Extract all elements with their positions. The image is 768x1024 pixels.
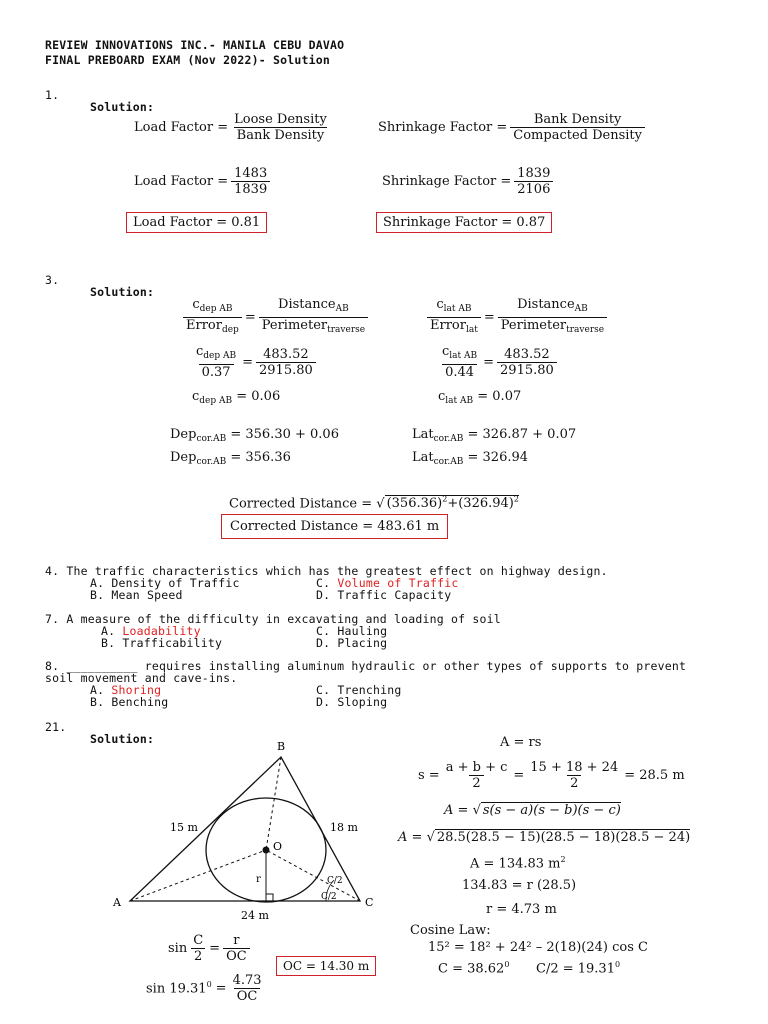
header-line-2: FINAL PREBOARD EXAM (Nov 2022)- Solution bbox=[45, 53, 330, 67]
question-7-option-a: A. Loadability bbox=[101, 624, 201, 638]
half-angle-result: $C/2 = 19.31^0$ bbox=[536, 960, 621, 977]
area-result: A = 134.83 $m^2$ bbox=[470, 855, 566, 872]
angle-c-result: $C = 38.62^0$ bbox=[438, 960, 510, 977]
lat-correction-substitution: $\frac{c_{lat AB}}{0.44}$ = $\frac{483.52}{2915.80}$ bbox=[436, 344, 560, 380]
problem-1-solution-label: Solution: bbox=[90, 100, 155, 114]
question-4-option-d: D. Traffic Capacity bbox=[316, 588, 452, 602]
header-line-1: REVIEW INNOVATIONS INC.- MANILA CEBU DAVAO bbox=[45, 38, 345, 52]
shrinkage-factor-answer-box: Shrinkage Factor = 0.87 bbox=[376, 212, 552, 233]
dep-correction-result: $c_{dep AB} = 0.06$ bbox=[192, 389, 281, 406]
problem-3-number: 3. bbox=[45, 273, 60, 287]
radius-equation: 134.83 = r (28.5) bbox=[462, 878, 577, 893]
question-4-stem: 4. The traffic characteristics which has the greatest effect on highway design. bbox=[45, 564, 608, 578]
label-half-c-upper: C/2 bbox=[327, 876, 343, 886]
corrected-distance-formula: Corrected Distance = √ $(356.36)^2+(326.94)^2$ bbox=[229, 495, 519, 512]
lat-correction-result: $c_{lat AB} = 0.07$ bbox=[438, 389, 522, 406]
question-7-stem: 7. A measure of the difficulty in excavating and loading of soil bbox=[45, 612, 501, 626]
label-C: C bbox=[365, 896, 374, 909]
question-8-stem-line-2: soil movement and cave-ins. bbox=[45, 671, 238, 685]
question-8-option-d: D. Sloping bbox=[316, 695, 388, 709]
sine-relation-formula: sin $\frac{C}{2}$ = $\frac{r}{OC}$ bbox=[168, 933, 253, 964]
cosine-law-label: Cosine Law: bbox=[410, 923, 491, 938]
dep-corrected-line-1: Dep$_{cor.AB}$ = 356.30 + 0.06 bbox=[170, 427, 339, 444]
area-formula-ars: A = rs bbox=[500, 735, 542, 750]
sine-substitution: sin 19.31$^0$ = $\frac{4.73}{OC}$ bbox=[146, 973, 262, 1004]
semi-perimeter-formula: s = $\frac{a + b + c}{2}$ = $\frac{15 + 18 + 24}{2}$ = 28.5 m bbox=[418, 760, 685, 791]
problem-21-number: 21. bbox=[45, 720, 67, 734]
oc-answer-box: OC = 14.30 m bbox=[276, 956, 376, 976]
lat-correction-formula: $\frac{c_{lat AB}}{Error_{lat}}$ = $\frac{Distance_{AB}}{Perimeter_{traverse}}$ bbox=[424, 297, 610, 338]
label-A: A bbox=[113, 896, 121, 909]
question-8-option-a: A. Shoring bbox=[90, 683, 162, 697]
shrinkage-factor-substitution: Shrinkage Factor = $\frac{1839}{2106}$ bbox=[382, 166, 556, 197]
dep-corrected-line-2: Dep$_{cor.AB}$ = 356.36 bbox=[170, 450, 291, 467]
problem-1-number: 1. bbox=[45, 88, 60, 102]
dep-correction-substitution: $\frac{c_{dep AB}}{0.37}$ = $\frac{483.52}{2915.80}$ bbox=[190, 344, 319, 380]
problem-21-solution-label: Solution: bbox=[90, 732, 155, 746]
heron-substitution: A = √ 28.5(28.5 − 15)(28.5 − 18)(28.5 − 24) bbox=[398, 830, 691, 845]
question-4-option-b: B. Mean Speed bbox=[90, 588, 183, 602]
incircle-triangle-figure bbox=[100, 730, 400, 930]
problem-3-solution-label: Solution: bbox=[90, 285, 155, 299]
load-factor-formula: Load Factor = $\frac{\text{Loose Density}}{\text{Bank Density}}$ bbox=[134, 112, 327, 143]
radius-result: r = 4.73 m bbox=[486, 902, 557, 917]
label-side-bc: 18 m bbox=[330, 821, 358, 834]
lat-corrected-line-2: Lat$_{cor.AB}$ = 326.94 bbox=[412, 450, 529, 467]
question-8-option-c: C. Trenching bbox=[316, 683, 402, 697]
label-side-ab: 15 m bbox=[170, 821, 198, 834]
heron-formula: A = √ s(s − a)(s − b)(s − c) bbox=[444, 803, 621, 818]
cosine-law-equation: 15² = 18² + 24² – 2(18)(24) cos C bbox=[428, 940, 648, 955]
label-B: B bbox=[277, 740, 286, 753]
shrinkage-factor-formula: Shrinkage Factor = $\frac{\text{Bank Density}}{\text{Compacted Density}}$ bbox=[378, 112, 648, 143]
question-4-option-a: A. Density of Traffic bbox=[90, 576, 240, 590]
dep-correction-formula: $\frac{c_{dep AB}}{Error_{dep}}$ = $\frac{Distance_{AB}}{Perimeter_{traverse}}$ bbox=[180, 297, 371, 338]
bisector-bo bbox=[266, 757, 281, 850]
label-side-ac: 24 m bbox=[241, 909, 269, 922]
question-7-option-c: C. Hauling bbox=[316, 624, 388, 638]
right-angle-mark bbox=[266, 894, 273, 901]
question-8-option-b: B. Benching bbox=[90, 695, 169, 709]
label-r: r bbox=[256, 874, 261, 885]
question-7-option-d: D. Placing bbox=[316, 636, 388, 650]
label-O: O bbox=[273, 840, 283, 853]
center-point bbox=[263, 847, 270, 854]
label-half-c-lower: C/2 bbox=[321, 892, 337, 902]
question-7-option-b: B. Trafficability bbox=[101, 636, 223, 650]
triangle-outline bbox=[130, 757, 360, 901]
bisector-ao bbox=[130, 850, 266, 901]
question-8-stem-line-1: 8. __________ requires installing aluminum hydraulic or other types of supports to prevent bbox=[45, 659, 687, 673]
load-factor-substitution: Load Factor = $\frac{1483}{1839}$ bbox=[134, 166, 273, 197]
lat-corrected-line-1: Lat$_{cor.AB}$ = 326.87 + 0.07 bbox=[412, 427, 577, 444]
load-factor-answer-box: Load Factor = 0.81 bbox=[126, 212, 267, 233]
corrected-distance-answer-box: Corrected Distance = 483.61 m bbox=[221, 514, 448, 539]
header bbox=[45, 38, 344, 67]
question-4-option-c: C. Volume of Traffic bbox=[316, 576, 459, 590]
